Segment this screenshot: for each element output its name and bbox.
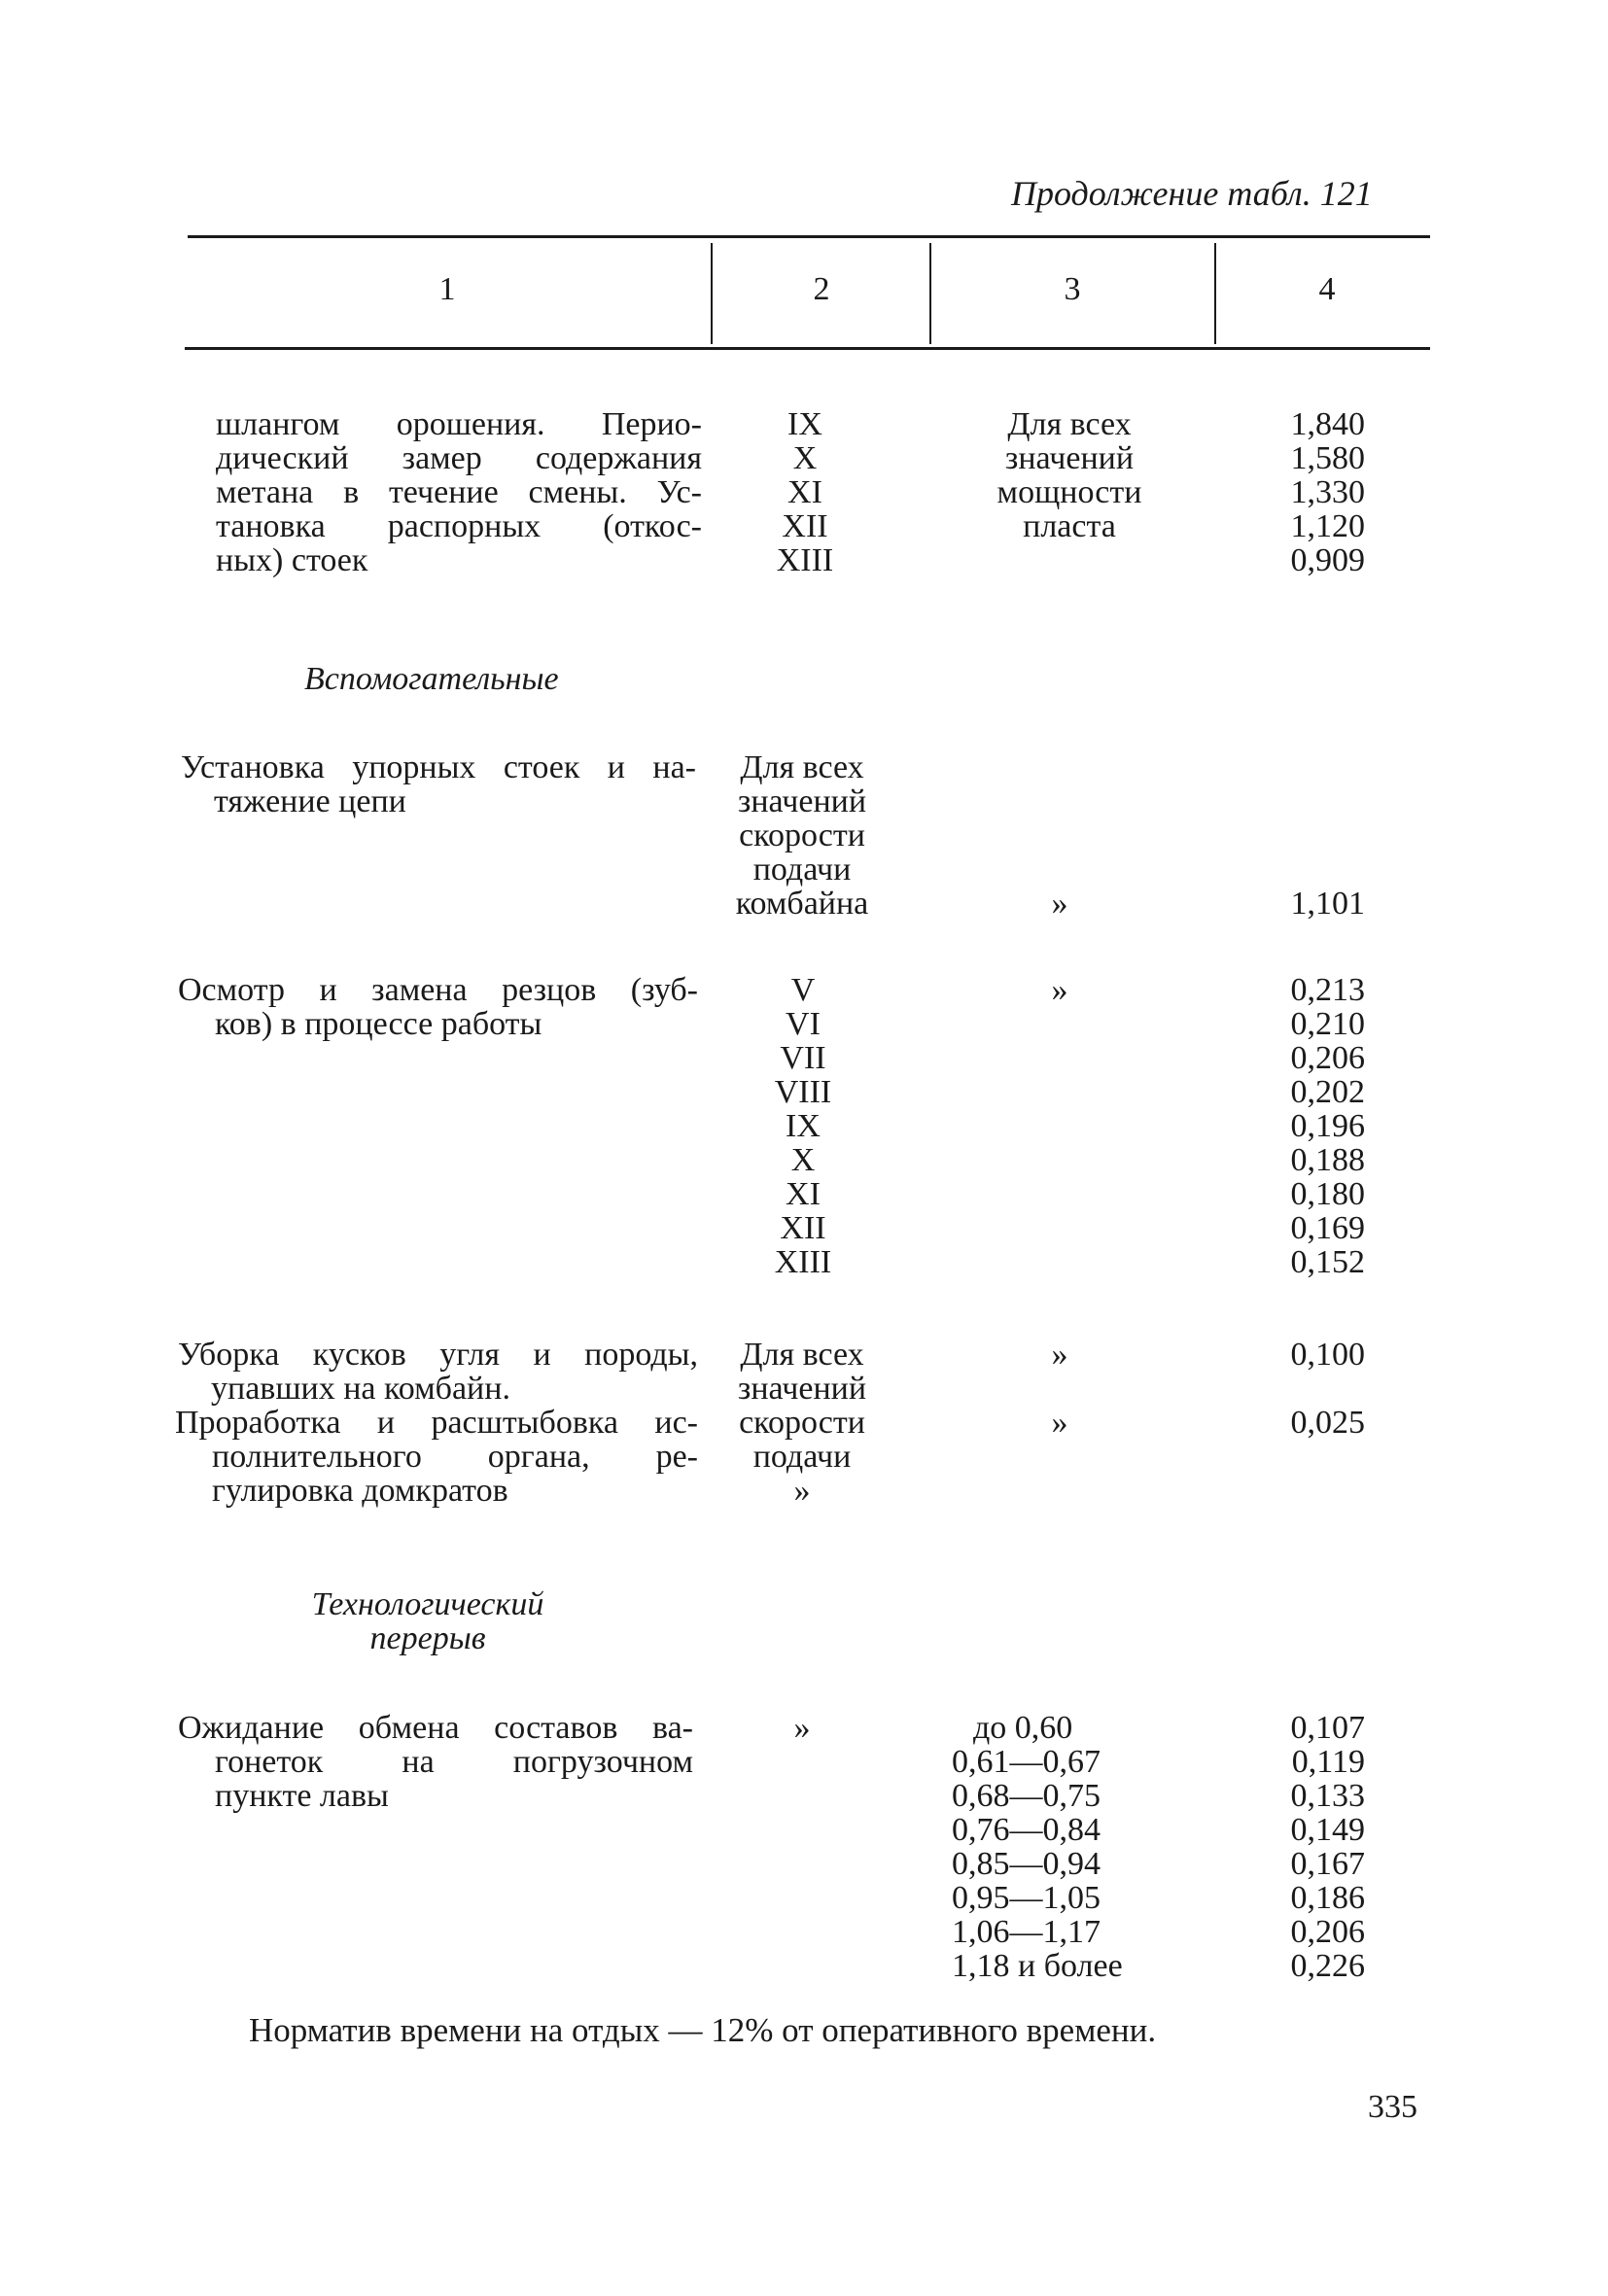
row6-col3 xyxy=(952,1711,1185,1983)
row2-col2 xyxy=(710,750,894,921)
row2-col2-line: Для всех xyxy=(740,749,864,785)
row5-description xyxy=(175,1406,698,1508)
row3-col3: » xyxy=(1051,972,1068,1008)
row45-col2-line: Для всех xyxy=(740,1337,864,1373)
row1-col4-value: 0,909 xyxy=(1290,542,1365,578)
row5-col4: 0,025 xyxy=(1290,1405,1365,1441)
row5-desc-line: Проработка и расштыбовка ис- xyxy=(175,1405,698,1441)
column-header-3: 3 xyxy=(1064,271,1081,307)
row6-col4-value: 0,119 xyxy=(1291,1744,1365,1780)
row6-col3-range: 0,95—1,05 xyxy=(952,1880,1101,1916)
row1-col4-value: 1,580 xyxy=(1290,440,1365,476)
row3-col4-value: 0,210 xyxy=(1290,1006,1365,1042)
section-heading-tech-break xyxy=(282,1587,574,1655)
row4-description xyxy=(178,1338,698,1406)
row4-col3: » xyxy=(1051,1337,1068,1373)
row2-col4: 1,101 xyxy=(1290,886,1365,922)
row6-col3-range: 0,76—0,84 xyxy=(952,1812,1101,1848)
row5-col3: » xyxy=(1051,1405,1068,1441)
row1-desc-line: ных) стоек xyxy=(216,542,368,578)
row6-col4-value: 0,226 xyxy=(1290,1948,1365,1984)
row3-col2-value: VII xyxy=(780,1040,826,1076)
row1-col4-value: 1,120 xyxy=(1290,508,1365,544)
row3-col4-value: 0,213 xyxy=(1290,972,1365,1008)
row1-col3-line: пласта xyxy=(1023,508,1116,544)
row5-desc-line: полнительного органа, ре- xyxy=(212,1439,698,1475)
row3-col2-value: XIII xyxy=(774,1244,832,1280)
row45-col2 xyxy=(710,1338,894,1508)
header-divider-3 xyxy=(1214,243,1216,344)
row6-col3-range: 1,06—1,17 xyxy=(952,1914,1101,1950)
row4-desc-line: упавших на комбайн. xyxy=(211,1371,510,1407)
row3-col2-value: XI xyxy=(786,1176,821,1212)
row3-col2-value: XII xyxy=(780,1210,826,1246)
row1-desc-line: метана в течение смены. Ус- xyxy=(216,474,702,510)
row2-col2-line: комбайна xyxy=(735,886,869,922)
row3-col4-value: 0,206 xyxy=(1290,1040,1365,1076)
column-header-2: 2 xyxy=(813,271,830,307)
row6-col2: » xyxy=(793,1710,811,1746)
header-divider-1 xyxy=(711,243,713,344)
row6-desc-line: Ожидание обмена составов ва- xyxy=(178,1710,693,1746)
table-caption: Продолжение табл. 121 xyxy=(1011,174,1373,213)
row3-col4-value: 0,196 xyxy=(1290,1108,1365,1144)
row1-col2-value: IX xyxy=(787,406,822,442)
section-heading-auxiliary: Вспомогательные xyxy=(304,661,559,697)
row6-col4-value: 0,133 xyxy=(1290,1778,1365,1814)
row6-col4-value: 0,107 xyxy=(1290,1710,1365,1746)
row1-desc-line: шлангом орошения. Перио- xyxy=(216,406,702,442)
row1-col4-value: 1,840 xyxy=(1290,406,1365,442)
row2-col2-line: подачи xyxy=(752,852,852,887)
row2-desc-line: Установка упорных стоек и на- xyxy=(181,749,696,785)
row1-col2 xyxy=(747,407,863,577)
row6-col4-value: 0,167 xyxy=(1290,1846,1365,1882)
row1-desc-line: дический замер содержания xyxy=(216,440,702,476)
row2-col2-line: значений xyxy=(737,783,867,819)
row6-desc-line: пункте лавы xyxy=(215,1778,389,1814)
section-tech-line: перерыв xyxy=(369,1620,486,1656)
row4-desc-line: Уборка кусков угля и породы, xyxy=(178,1337,698,1373)
footnote: Норматив времени на отдых — 12% от оперативного времени. xyxy=(249,2011,1157,2049)
row1-description xyxy=(216,407,702,577)
row6-col3-range: до 0,60 xyxy=(973,1710,1073,1746)
row1-col4-value: 1,330 xyxy=(1290,474,1365,510)
row2-desc-line: тяжение цепи xyxy=(214,783,406,819)
row3-col4-value: 0,152 xyxy=(1290,1244,1365,1280)
row6-col4-value: 0,186 xyxy=(1290,1880,1365,1916)
column-header-1: 1 xyxy=(438,271,456,307)
row5-desc-line: гулировка домкратов xyxy=(212,1473,508,1509)
row45-col2-line: подачи xyxy=(752,1439,852,1475)
header-top-rule xyxy=(188,235,1430,238)
row1-col3-line: Для всех xyxy=(1007,406,1132,442)
row3-col4-value: 0,180 xyxy=(1290,1176,1365,1212)
row3-col4-value: 0,169 xyxy=(1290,1210,1365,1246)
row6-col4 xyxy=(1254,1711,1365,1983)
row45-col2-line: значений xyxy=(737,1371,867,1407)
row1-col2-value: XIII xyxy=(776,542,834,578)
row4-col4: 0,100 xyxy=(1290,1337,1365,1373)
section-tech-line: Технологический xyxy=(311,1586,544,1622)
header-bottom-rule xyxy=(185,347,1430,350)
row3-desc-line: Осмотр и замена резцов (зуб- xyxy=(178,972,698,1008)
row3-col4 xyxy=(1254,973,1365,1279)
row3-col2 xyxy=(745,973,861,1279)
row6-description xyxy=(178,1711,693,1813)
row6-col3-range: 0,68—0,75 xyxy=(952,1778,1101,1814)
row1-desc-line: тановка распорных (откос- xyxy=(216,508,702,544)
row1-col2-value: X xyxy=(792,440,818,476)
column-header-4: 4 xyxy=(1318,271,1336,307)
row2-col3: » xyxy=(1051,886,1068,922)
row6-col4-value: 0,206 xyxy=(1290,1914,1365,1950)
row45-col2-line: скорости xyxy=(739,1405,865,1441)
row1-col3-line: мощности xyxy=(996,474,1142,510)
row3-desc-line: ков) в процессе работы xyxy=(215,1006,542,1042)
row3-col2-value: VI xyxy=(786,1006,821,1042)
page-number: 335 xyxy=(1368,2089,1417,2125)
row6-desc-line: гонеток на погрузочном xyxy=(215,1744,693,1780)
row3-col2-value: V xyxy=(790,972,816,1008)
row1-col2-value: XII xyxy=(782,508,828,544)
header-divider-2 xyxy=(929,243,931,344)
row3-col2-value: X xyxy=(790,1142,816,1178)
row1-col2-value: XI xyxy=(787,474,822,510)
row2-col2-line: скорости xyxy=(739,818,865,853)
row2-description xyxy=(181,750,696,818)
row45-col2-line: » xyxy=(793,1473,811,1509)
row6-col3-range: 1,18 и более xyxy=(952,1948,1123,1984)
row6-col4-value: 0,149 xyxy=(1290,1812,1365,1848)
row3-col4-value: 0,202 xyxy=(1290,1074,1365,1110)
row3-col4-value: 0,188 xyxy=(1290,1142,1365,1178)
row3-description xyxy=(178,973,698,1041)
row3-col2-value: IX xyxy=(786,1108,821,1144)
row1-col3-line: значений xyxy=(1004,440,1135,476)
row3-col2-value: VIII xyxy=(774,1074,832,1110)
row6-col3-range: 0,61—0,67 xyxy=(952,1744,1101,1780)
row1-col4 xyxy=(1254,407,1365,577)
row6-col3-range: 0,85—0,94 xyxy=(952,1846,1101,1882)
row1-col3 xyxy=(972,407,1167,543)
